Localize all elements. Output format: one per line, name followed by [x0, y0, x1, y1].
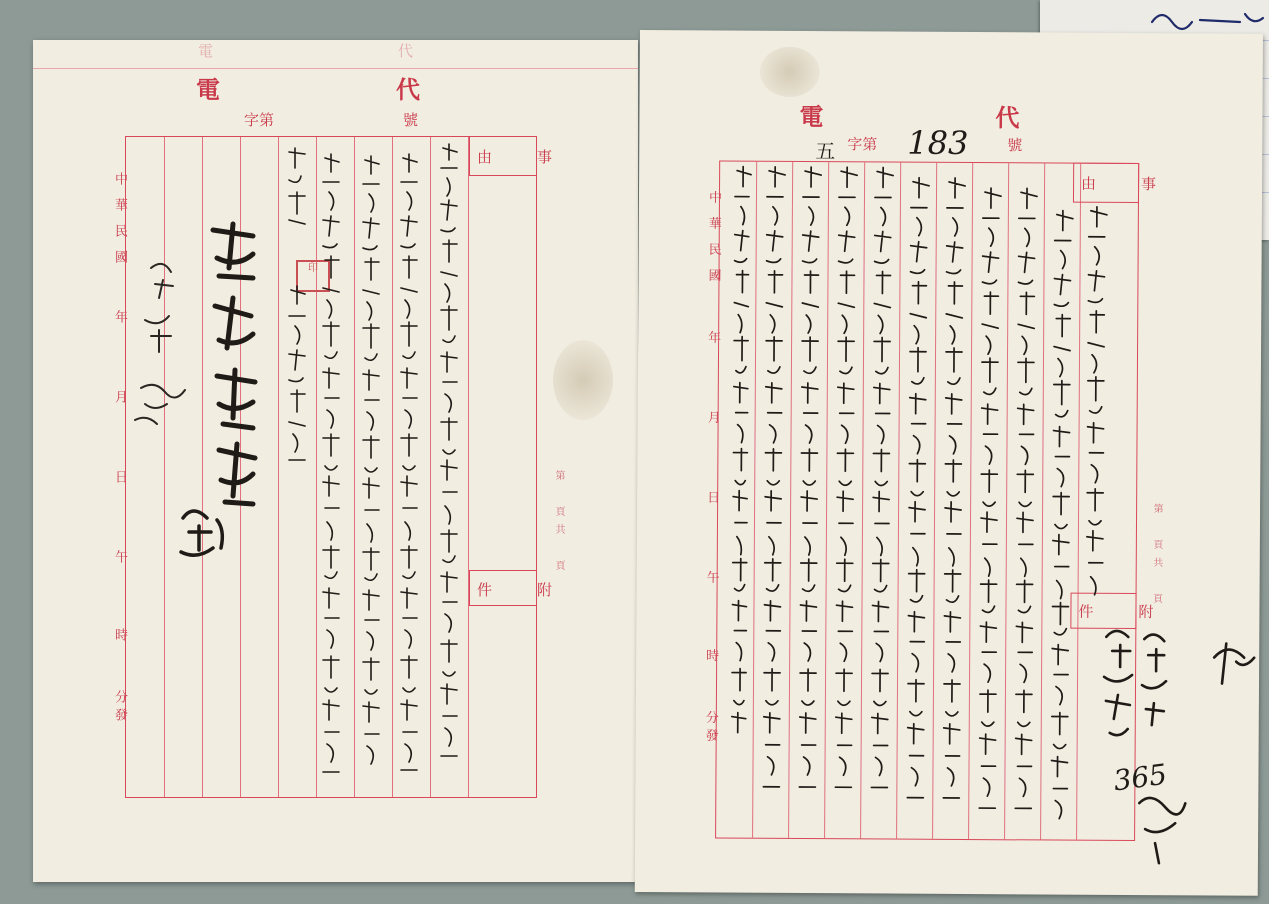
bleed-through-text: 代 [398, 42, 414, 60]
form-subheader: 字第 [847, 135, 878, 154]
subject-box-label: 由 事 [477, 148, 553, 166]
form-title-char: 電 [196, 75, 220, 104]
right-handwritten-body [635, 30, 1263, 896]
bleed-through-text: 電 [198, 42, 214, 60]
red-seal-stamp: 印 [296, 260, 330, 292]
form-subheader: 字第 [244, 111, 275, 129]
right-telegram-form [635, 30, 1263, 896]
form-title-char: 代 [396, 75, 420, 104]
serial-number: 183 [907, 123, 969, 163]
attachment-box-label: 件 附 [1078, 602, 1154, 622]
left-telegram-form: 電 代 電 代 字第 號 中 華 民 國 年 月 日 午 時 分 發 由 事 件 附 第 頁共 頁 印 [33, 40, 638, 882]
page-mark: 第 頁共 頁 [1150, 503, 1163, 612]
page-mark: 第 頁共 頁 [553, 470, 564, 578]
serial-prefix: 五 [815, 139, 836, 164]
attachment-box-label: 件 附 [477, 581, 553, 599]
subject-box-label: 由 事 [1081, 174, 1157, 194]
margin-note-number: 365 [1111, 757, 1169, 798]
form-title-char: 電 [799, 101, 824, 132]
form-subheader: 號 [403, 111, 419, 129]
left-handwritten-body [33, 40, 638, 882]
date-labels: 中 華 民 國 年 月 日 午 時 分 發 [702, 190, 722, 742]
form-subheader: 號 [1007, 136, 1023, 155]
form-title-char: 代 [995, 103, 1020, 133]
